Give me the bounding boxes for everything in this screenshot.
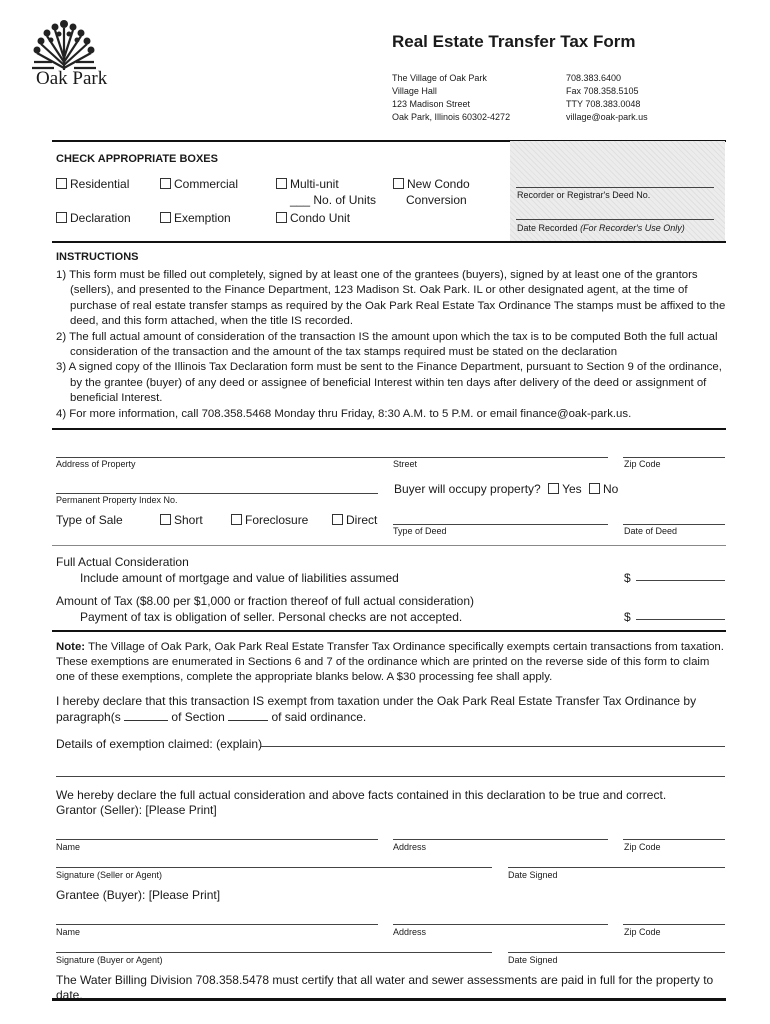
type-of-sale-label: Type of Sale [56, 513, 123, 527]
checkbox-box[interactable] [56, 212, 67, 223]
date-recorded-label [517, 223, 685, 234]
checkbox-box[interactable] [231, 514, 242, 525]
checkbox-label: Foreclosure [245, 513, 309, 527]
village-contact [566, 72, 648, 124]
bottom-divider [52, 998, 726, 1001]
grantor-zip-label: Zip Code [624, 842, 661, 852]
seller-signature-label: Signature (Seller or Agent) [56, 870, 163, 880]
exemption-checkbox[interactable] [160, 211, 231, 226]
checkbox-label: Direct [346, 513, 378, 527]
grantor-label: Grantor (Seller): [Please Print] [56, 803, 217, 817]
instructions-heading: INSTRUCTIONS [56, 251, 139, 263]
address-line: Oak Park, Illinois 60302-4272 [392, 112, 511, 122]
details-of-exemption-field-2[interactable] [56, 776, 725, 777]
phone-line: 708.383.6400 [566, 73, 622, 83]
zip-code-label: Zip Code [624, 459, 661, 469]
address-of-property-label: Address of Property [56, 459, 136, 469]
recorders-use-note: (For Recorder's Use Only) [580, 223, 685, 233]
amount-of-tax-dollar: $ [624, 610, 631, 624]
tree-logo-icon [24, 18, 104, 73]
buyer-occupy-question [394, 482, 618, 497]
paragraph-label: paragraph(s [56, 710, 121, 724]
amount-of-tax-label: Amount of Tax ($8.00 per $1,000 or fraction thereof of full actual consideration) [56, 594, 475, 608]
date-recorded-line[interactable] [516, 219, 714, 220]
short-sale-checkbox[interactable] [160, 513, 203, 528]
condo-unit-checkbox[interactable] [276, 211, 350, 226]
full-consideration-dollar: $ [624, 571, 631, 585]
pin-field[interactable] [56, 493, 378, 494]
no-of-units-label: ___ No. of Units [290, 193, 377, 207]
conversion-label: Conversion [406, 193, 467, 207]
fax-line: Fax 708.358.5105 [566, 86, 639, 96]
checkbox-box[interactable] [56, 178, 67, 189]
date-of-deed-field[interactable] [623, 524, 725, 525]
details-of-exemption-field[interactable] [260, 746, 725, 747]
water-billing-note: The Water Billing Division 708.358.5478 must certify that all water and sewer assessments are paid in full for the property to date. [56, 973, 714, 1002]
details-of-exemption-label: Details of exemption claimed: (explain) [56, 737, 263, 751]
address-line: Village Hall [392, 86, 437, 96]
grantee-zip-field[interactable] [623, 924, 725, 925]
instruction-item: 1) This form must be filled out completely, signed by at least one of the grantees (buyers), signed by at least one of the grantors (sellers), and presented to the Finance Department, 123 Madison St. Oak Park. IL or other designated agent, at the time of purchase of real estate transfer stamps as required by the Oak Park Real Estate Tax Ordinance The stamps must be affixed to the deed, and this form attached, when the title IS recorded. [56, 269, 726, 328]
grantee-name-field[interactable] [56, 924, 378, 925]
buyer-occupy-label: Buyer will occupy property? [394, 482, 541, 496]
of-section-label: of Section [171, 710, 225, 724]
commercial-checkbox[interactable] [160, 177, 238, 192]
checkbox-box[interactable] [160, 212, 171, 223]
street-label: Street [393, 459, 418, 469]
buyer-signature-label: Signature (Buyer or Agent) [56, 955, 163, 965]
note-divider [52, 630, 726, 632]
grantee-address-field[interactable] [393, 924, 608, 925]
grantee-name-label: Name [56, 927, 81, 937]
checkbox-label: New Condo [407, 177, 470, 191]
paragraph-field[interactable] [124, 710, 168, 721]
full-consideration-label: Full Actual Consideration [56, 555, 189, 569]
multi-unit-checkbox[interactable] [276, 177, 339, 192]
checkbox-box[interactable] [589, 483, 600, 494]
section-field[interactable] [228, 710, 268, 721]
instruction-item: 4) For more information, call 708.358.5468 Monday thru Friday, 8:30 A.M. to 5 P.M. or email finance@oak-park.us. [56, 407, 632, 420]
amount-of-tax-field[interactable] [636, 619, 725, 620]
checkbox-label: Multi-unit [290, 177, 339, 191]
residential-checkbox[interactable] [56, 177, 129, 192]
note-text: The Village of Oak Park, Oak Park Real Estate Transfer Tax Ordinance specifically exempts certain transactions from taxation. These exemptions are enumerated in Sections 6 and 7 of the ordinance which are printed on the reverse side of this form to claim one of these exemptions, complete the appropriate blanks below. A $30 processing fee shall apply. [56, 641, 724, 683]
consideration-divider [52, 545, 726, 546]
type-of-deed-field[interactable] [393, 524, 608, 525]
grantor-zip-field[interactable] [623, 839, 725, 840]
village-address [392, 72, 510, 124]
grantee-zip-label: Zip Code [624, 927, 661, 937]
checkbox-label: Short [174, 513, 203, 527]
occupy-no-checkbox[interactable] [589, 482, 618, 496]
checkbox-label: Commercial [174, 177, 239, 191]
instruction-item: 2) The full actual amount of consideration of the transaction IS the amount upon which the tax is to be computed Both the full actual consideration of the transaction and the amount of the tax stamps required must be stated on the declaration [56, 330, 718, 359]
address-line: 123 Madison Street [392, 99, 471, 109]
seller-signature-field[interactable] [56, 867, 492, 868]
checkbox-label: Yes [562, 482, 582, 496]
address-of-property-field[interactable] [56, 457, 608, 458]
amount-of-tax-sub: Payment of tax is obligation of seller. Personal checks are not accepted. [80, 610, 463, 624]
seller-date-signed-field[interactable] [508, 867, 725, 868]
exempt-declaration-line2 [56, 710, 366, 725]
checkbox-label: No [603, 482, 619, 496]
checkbox-box[interactable] [276, 178, 287, 189]
zip-code-field[interactable] [623, 457, 725, 458]
checkbox-box[interactable] [393, 178, 404, 189]
checkbox-box[interactable] [160, 178, 171, 189]
seller-date-signed-label: Date Signed [508, 870, 558, 880]
direct-checkbox[interactable] [332, 513, 377, 528]
deed-no-label: Recorder or Registrar's Deed No. [517, 190, 651, 200]
of-ordinance-label: of said ordinance. [271, 710, 367, 724]
logo-text: Oak Park [36, 68, 108, 89]
grantor-address-field[interactable] [393, 839, 608, 840]
tty-line: TTY 708.383.0048 [566, 99, 641, 109]
declaration-statement: We hereby declare the full actual consideration and above facts contained in this declaration to be true and correct. [56, 788, 667, 802]
checkbox-box[interactable] [332, 514, 343, 525]
grantor-name-field[interactable] [56, 839, 378, 840]
occupy-yes-checkbox[interactable] [548, 482, 582, 496]
instructions-list [56, 268, 728, 422]
address-line: The Village of Oak Park [392, 73, 487, 83]
grantee-label: Grantee (Buyer): [Please Print] [56, 888, 221, 902]
new-condo-checkbox[interactable] [393, 177, 470, 192]
date-of-deed-label: Date of Deed [624, 526, 678, 536]
checkbox-box[interactable] [276, 212, 287, 223]
checkbox-label: Residential [70, 177, 130, 191]
type-of-deed-label: Type of Deed [393, 526, 447, 536]
deed-no-line[interactable] [516, 187, 714, 188]
checkbox-label: Declaration [70, 211, 131, 225]
checkbox-box[interactable] [548, 483, 559, 494]
email-line: village@oak-park.us [566, 112, 648, 122]
check-boxes-heading: CHECK APPROPRIATE BOXES [56, 153, 218, 165]
checkbox-label: Exemption [174, 211, 231, 225]
foreclosure-checkbox[interactable] [231, 513, 308, 528]
buyer-date-signed-label: Date Signed [508, 955, 558, 965]
property-divider [52, 428, 726, 430]
buyer-date-signed-field[interactable] [508, 952, 725, 953]
grantor-name-label: Name [56, 842, 81, 852]
buyer-signature-field[interactable] [56, 952, 492, 953]
pin-label: Permanent Property Index No. [56, 495, 178, 505]
form-title: Real Estate Transfer Tax Form [392, 32, 636, 51]
checkbox-label: Condo Unit [290, 211, 351, 225]
exempt-declaration-line1: I hereby declare that this transaction IS exempt from taxation under the Oak Park Real Estate Transfer Tax Ordinance by [56, 694, 697, 708]
exemption-note [56, 640, 728, 685]
instructions-divider [52, 241, 726, 243]
full-consideration-sub: Include amount of mortgage and value of liabilities assumed [80, 571, 399, 585]
date-recorded-text: Date Recorded [517, 223, 578, 233]
checkbox-box[interactable] [160, 514, 171, 525]
oak-park-logo [22, 18, 137, 93]
declaration-checkbox[interactable] [56, 211, 131, 226]
full-consideration-field[interactable] [636, 580, 725, 581]
grantor-address-label: Address [393, 842, 427, 852]
grantee-address-label: Address [393, 927, 427, 937]
instruction-item: 3) A signed copy of the Illinois Tax Declaration form must be sent to the Finance Department, pursuant to Section 9 of the ordinance, by the grantee (buyer) of any deed or assignee of beneficial Interest within ten days after delivery of the deed or assignment of beneficial Interest. [56, 361, 722, 405]
note-label: Note: [56, 641, 86, 653]
